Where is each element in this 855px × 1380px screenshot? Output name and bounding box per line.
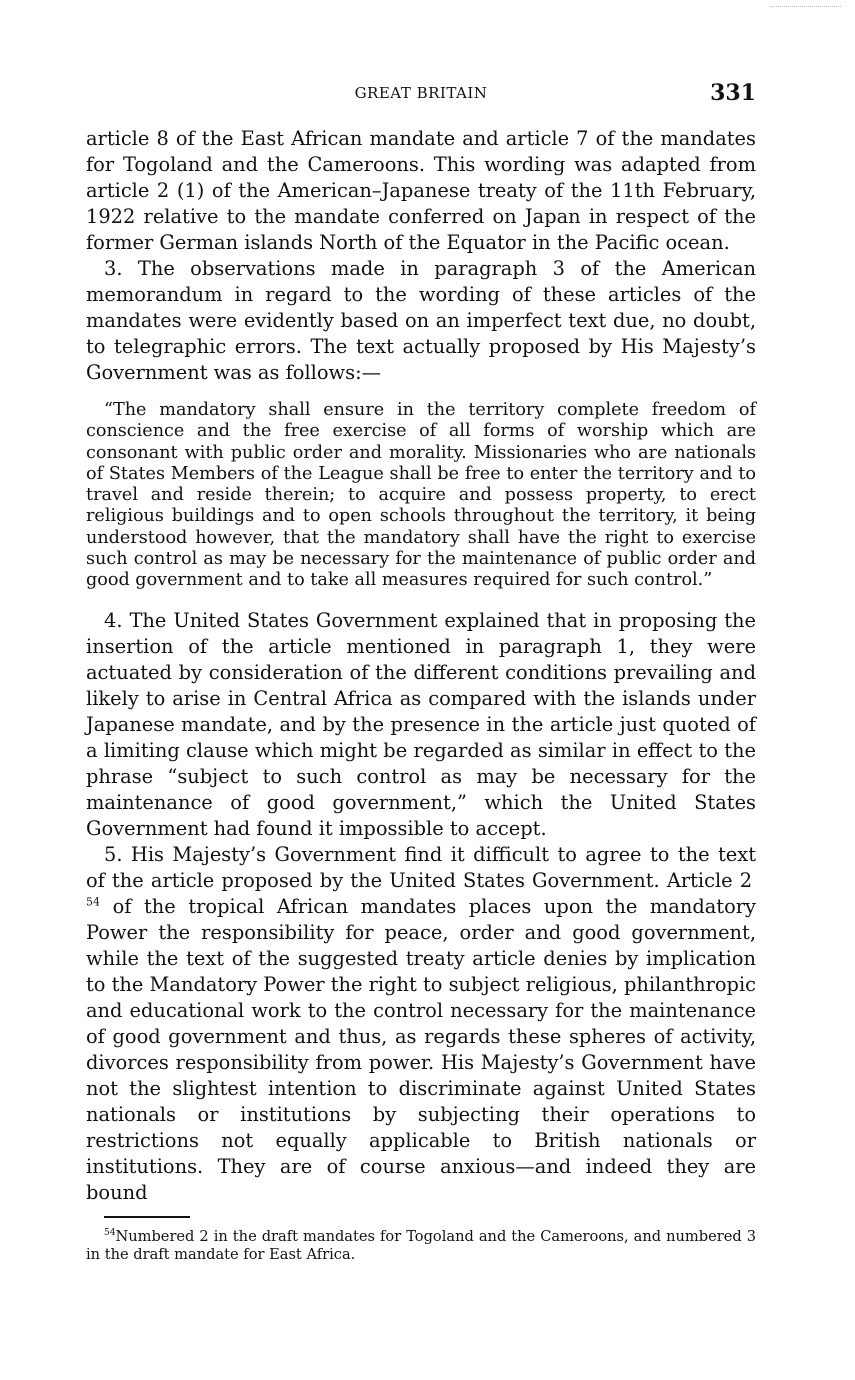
- running-head: GREAT BRITAIN: [354, 84, 488, 102]
- paragraph-5-rest: of the tropical African mandates places upon the mandatory Power the responsibility for peace, order and good government, while the text of the suggested treaty article denies by implication to the Mandatory Power the right to subject religious, philanthropic and educational work to the control necessary for the maintenance of good government and thus, as regards these spheres of activity, divorces responsibility from power. His Majesty’s Government have not the slightest intention to discriminate against United States nationals or institutions by subjecting their operations to restrictions not equally applicable to British nationals or institutions. They are of course anxious—and indeed they are bound: [86, 894, 757, 1204]
- paragraph-5: [86, 842, 756, 1206]
- paragraph-5-start: 5. His Majesty’s Government find it difficult to agree to the text of the article proposed by the United States Government. Article 2: [86, 842, 756, 892]
- footnote-divider: [104, 1216, 190, 1218]
- scan-corner-mark: [771, 6, 841, 9]
- paragraph-continued: article 8 of the East African mandate and article 7 of the mandates for Togoland and the Cameroons. This wording was adapted from article 2 (1) of the American–Japanese treaty of the 11th February, 1922 relative to the mandate conferred on Japan in respect of the former German islands North of the Equator in the Pacific ocean.: [86, 127, 756, 254]
- footnote-text: Numbered 2 in the draft mandates for Togoland and the Cameroons, and numbered 3 in the draft mandate for East Africa.: [86, 1228, 756, 1263]
- page-header: [86, 80, 756, 110]
- paragraph-3: 3. The observations made in paragraph 3 of the American memorandum in regard to the wording of these articles of the mandates were evidently based on an imperfect text due, no doubt, to telegraphic errors. The text actually proposed by His Majesty’s Government was as follows:—: [86, 257, 756, 384]
- footnote-reference[interactable]: 54: [86, 895, 100, 909]
- footnote-marker: 54: [104, 1228, 116, 1239]
- block-quote: “The mandatory shall ensure in the territory complete freedom of conscience and the free exercise of all forms of worship which are consonant with public order and morality. Missionaries who are nationals of States Members of the League shall be free to enter the territory and to travel and reside therein; to acquire and possess property, to erect religious buildings and to open schools throughout the territory, it being understood however, that the mandatory shall have the right to exercise such control as may be necessary for the maintenance of public order and good government and to take all measures required for such control.”: [86, 400, 756, 591]
- body-text: [86, 126, 756, 1206]
- footnote: [86, 1228, 756, 1264]
- paragraph-4: 4. The United States Government explained that in proposing the insertion of the article mentioned in paragraph 1, they were actuated by consideration of the different conditions prevailing and likely to arise in Central Africa as compared with the islands under Japanese mandate, and by the presence in the article just quoted of a limiting clause which might be regarded as similar in effect to the phrase “subject to such control as may be necessary for the maintenance of good government,” which the United States Government had found it impossible to accept.: [86, 608, 756, 840]
- page-number: 331: [710, 80, 756, 106]
